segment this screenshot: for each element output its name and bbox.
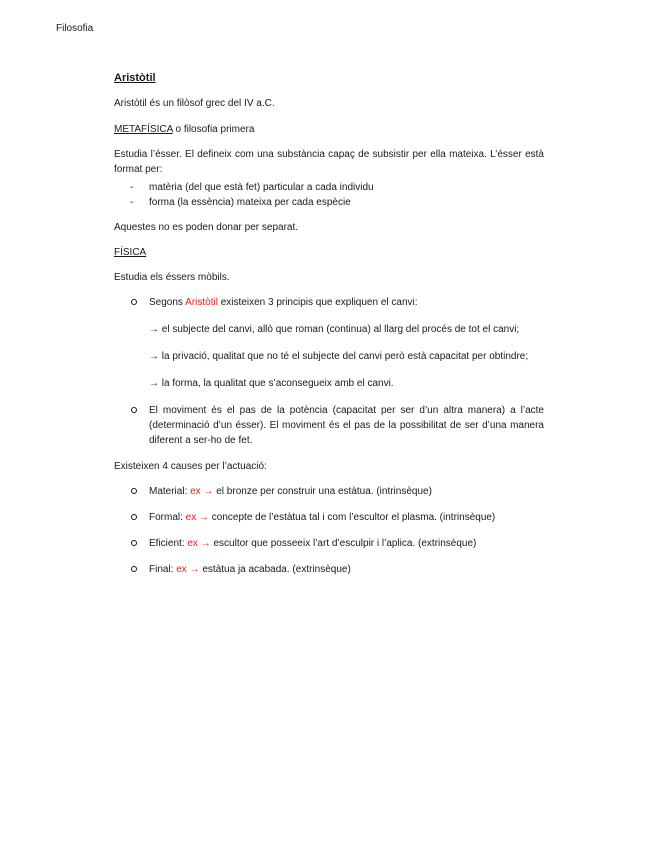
principle-item: → el subjecte del canvi, allò que roman (continua) al llarg del procés de tot el canvi; [149, 324, 520, 335]
principles-prefix: Segons [149, 297, 186, 308]
list-item [114, 536, 544, 551]
list-item [114, 484, 544, 499]
cause-example-marker: ex → [185, 512, 210, 523]
principle-item: → la forma, la qualitat que s’aconsegueix amb el canvi. [149, 378, 394, 389]
cause-example-marker: ex → [187, 538, 211, 549]
causes-list [114, 484, 544, 577]
metaphysics-heading [114, 122, 544, 137]
cause-text: el bronze per construir una estàtua. (intrinsèque) [213, 486, 432, 497]
principle-item: → la privació, qualitat que no té el subjecte del canvi però està capacitat per obtindre; [149, 351, 529, 362]
list-item: - forma (la essència) mateixa per cada espècie [114, 195, 544, 210]
cause-label: Material: [149, 486, 191, 497]
metaphysics-paragraph: Estudia l’ésser. El defineix com una substància capaç de subsistir per ella mateixa. L’ésser està format per: [114, 149, 544, 175]
cause-example-marker: ex → [176, 564, 200, 575]
circle-bullet-icon [131, 540, 137, 546]
circle-bullet-icon [131, 514, 137, 520]
list-item [114, 510, 544, 525]
metaphysics-closing: Aquestes no es poden donar per separat. [114, 222, 299, 233]
physics-paragraph: Estudia els éssers mòbils. [114, 272, 230, 283]
cause-text: concepte de l’estàtua tal i com l’escultor el plasma. (intrinsèque) [209, 512, 496, 523]
intro-paragraph: Aristòtil és un filòsof grec del IV a.C. [114, 98, 275, 109]
metaphysics-heading-label: METAFÍSICA [114, 124, 173, 135]
circle-bullet-icon [131, 299, 137, 305]
cause-label: Eficient: [149, 538, 188, 549]
list-item: - matèria (del que està fet) particular a cada individu [114, 180, 544, 195]
list-item [114, 562, 544, 577]
page-header: Filosofia [56, 23, 94, 34]
cause-text: estàtua ja acabada. (extrinsèque) [199, 564, 351, 575]
cause-label: Final: [149, 564, 177, 575]
cause-label: Formal: [149, 512, 186, 523]
metaphysics-list [114, 180, 544, 210]
cause-example-marker: ex → [190, 486, 214, 497]
document-body [114, 71, 544, 577]
circle-bullet-icon [131, 566, 137, 572]
cause-text: escultor que posseeix l’art d’esculpir i l’aplica. (extrinsèque) [210, 538, 477, 549]
causes-intro: Existeixen 4 causes per l’actuació: [114, 461, 267, 472]
principles-name: Aristòtil [185, 297, 218, 308]
list-item [114, 295, 544, 391]
physics-list [114, 295, 544, 448]
list-item [114, 403, 544, 448]
physics-heading: FÍSICA [114, 247, 147, 258]
metaphysics-heading-rest: o filosofia primera [172, 124, 255, 135]
document-title: Aristòtil [114, 72, 156, 84]
movement-paragraph: El moviment és el pas de la potència (capacitat per ser d’un altra manera) a l’acte (determinació d’un ésser). El moviment és el pas de la possibilitat de ser d’una manera diferent a ser-ho de fet. [149, 405, 544, 446]
circle-bullet-icon [131, 407, 137, 413]
circle-bullet-icon [131, 488, 137, 494]
principles-rest: existeixen 3 principis que expliquen el canvi: [217, 297, 418, 308]
